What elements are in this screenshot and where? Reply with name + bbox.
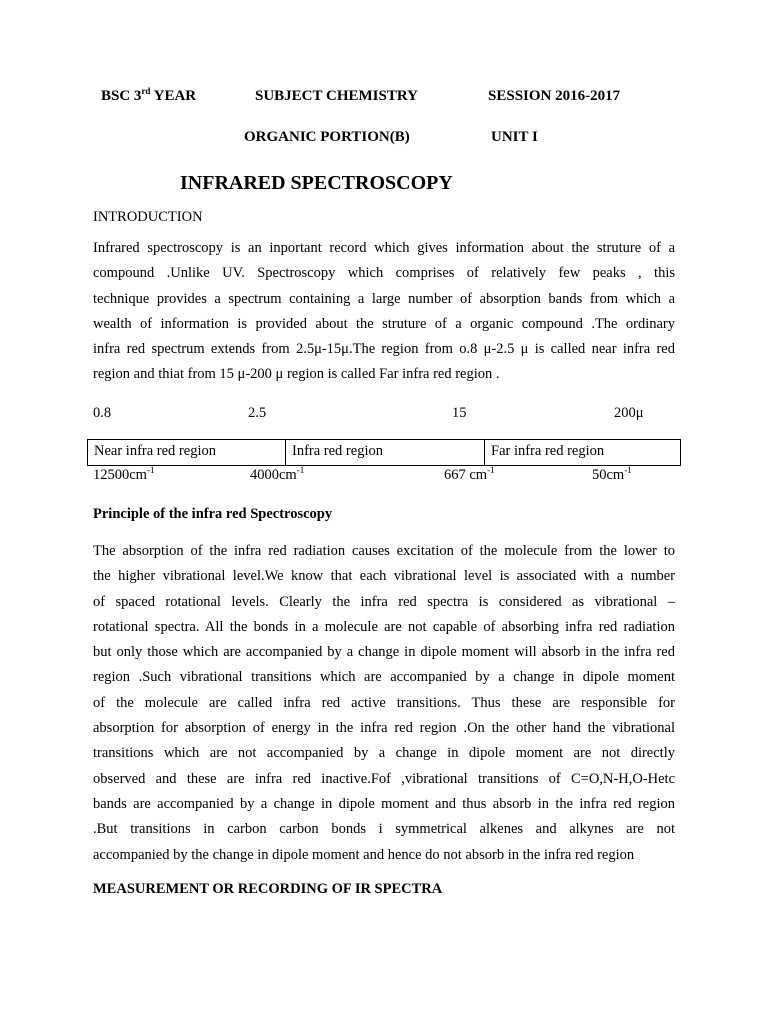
measurement-heading: MEASUREMENT OR RECORDING OF IR SPECTRA (93, 881, 443, 897)
introduction-heading: INTRODUCTION (93, 209, 203, 225)
page-title: INFRARED SPECTROSCOPY (180, 172, 453, 194)
principle-heading: Principle of the infra red Spectroscopy (93, 506, 333, 522)
wavelength-2-5: 2.5 (248, 405, 267, 421)
unit-label: UNIT I (491, 129, 538, 145)
paragraph-line: of the molecule are called infra red active transitions. Thus these are responsible for (93, 694, 675, 711)
paragraph-line: transitions which are not accompanied by a change in dipole moment are not directly (93, 745, 675, 762)
paragraph-line: region .Such vibrational transitions which are accompanied by a change in dipole moment (93, 669, 675, 686)
region-far-ir: Far infra red region (491, 443, 605, 459)
region-table (87, 439, 681, 466)
wavenumber-50: $50cm^{-1}$ (592, 465, 632, 483)
paragraph-line: the higher vibrational level.We know that each vibrational level is associated with a number (93, 568, 675, 585)
paragraph-line: wealth of information is provided about the struture of a organic compound .The ordinary (93, 315, 675, 332)
paragraph-line: infra red spectrum extends from 2.5μ-15μ.The region from o.8 μ-2.5 μ is called near infra red (93, 341, 675, 358)
paragraph-line: of spaced rotational levels. Clearly the infra red spectra is considered as vibrational – (93, 593, 675, 610)
wavelength-15: 15 (452, 405, 467, 421)
wavelength-200: 200μ (614, 405, 644, 421)
subject-label: SUBJECT CHEMISTRY (255, 88, 418, 104)
wavenumber-12500: $12500cm^{-1}$ (93, 465, 155, 483)
paragraph-line: compound .Unlike UV. Spectroscopy which comprises of relatively few peaks , this (93, 265, 675, 282)
region-ir: Infra red region (286, 440, 485, 465)
wavenumber-667: 667 $cm^{-1}$ (444, 465, 495, 483)
year-label: BSC 3rd YEAR (101, 86, 197, 104)
wavenumber-4000: $4000cm^{-1}$ (250, 465, 305, 483)
paragraph-line: Infrared spectroscopy is an inportant record which gives information about the struture of a (93, 240, 675, 256)
paragraph-line: but only those which are accompanied by a change in dipole moment will absorb in the infra red (93, 644, 675, 661)
paragraph-line: absorption for absorption of energy in the infra red region .On the other hand the vibrational (93, 720, 675, 737)
paragraph-line: rotational spectra. All the bonds in a molecule are not capable of absorbing infra red radiation (93, 618, 675, 635)
paragraph-line: region and thiat from 15 μ-200 μ region is called Far infra red region . (93, 366, 500, 383)
paragraph-line: bands are accompanied by a change in dipole moment and thus absorb in the infra red region (93, 795, 675, 812)
portion-label: ORGANIC PORTION(B) (244, 129, 410, 145)
paragraph-line: observed and these are infra red inactive.Fof ,vibrational transitions of C=O,N-H,O-Hetc (93, 770, 675, 787)
principle-paragraph (93, 539, 675, 868)
paragraph-line: .But transitions in carbon carbon bonds i symmetrical alkenes and alkynes are not (93, 821, 675, 838)
introduction-paragraph (93, 236, 675, 388)
wavelength-0-8: 0.8 (93, 405, 112, 421)
paragraph-line: accompanied by the change in dipole moment and hence do not absorb in the infra red region (93, 846, 635, 863)
region-near-ir: Near infra red region (88, 440, 286, 465)
paragraph-line: technique provides a spectrum containing a large number of absorption bands from which a (93, 290, 675, 307)
paragraph-line: The absorption of the infra red radiation causes excitation of the molecule from the lower to (93, 543, 675, 559)
session-label: SESSION 2016-2017 (488, 88, 621, 104)
